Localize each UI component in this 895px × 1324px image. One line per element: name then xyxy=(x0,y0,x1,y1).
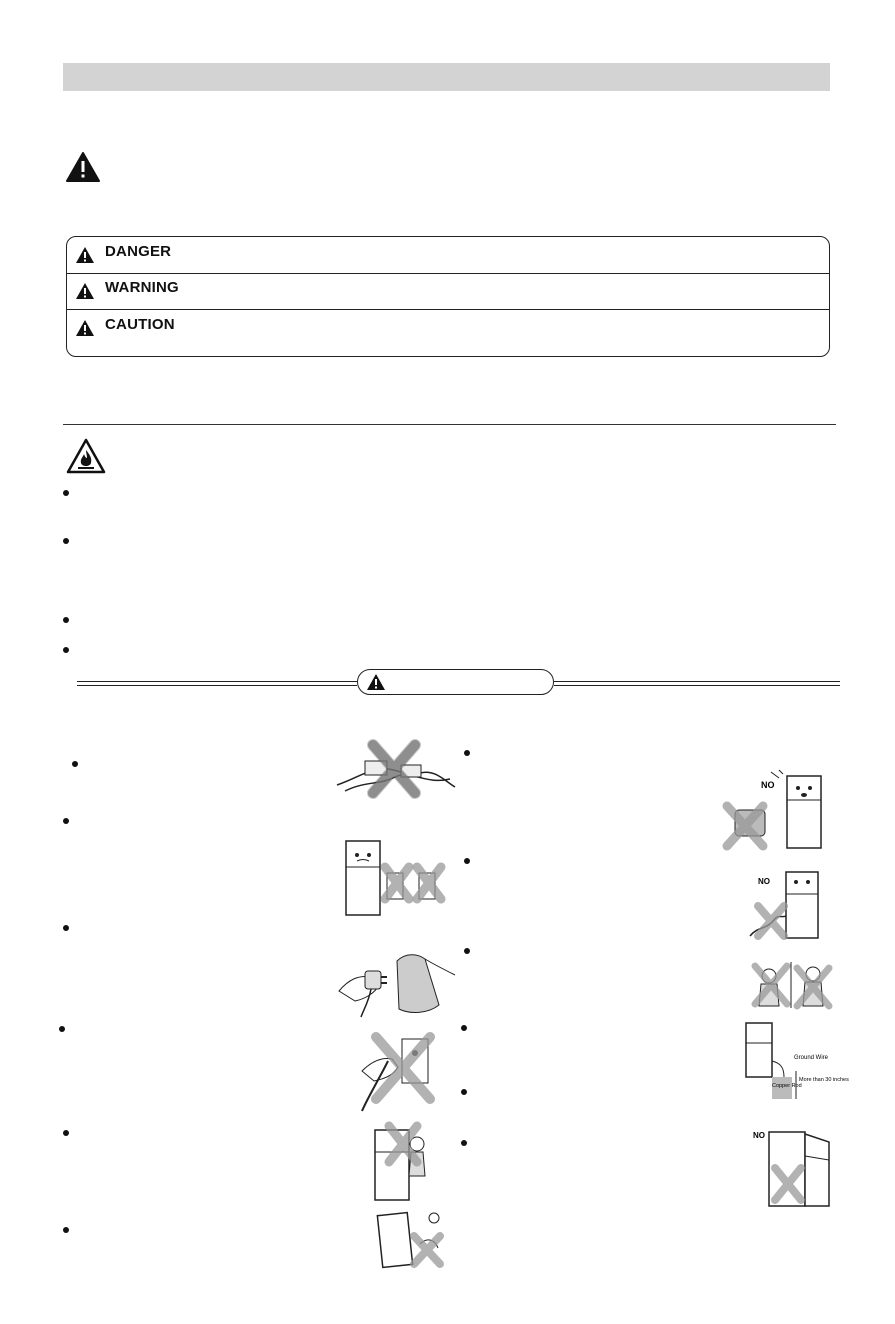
bullet xyxy=(63,1227,69,1233)
warning-triangle-icon xyxy=(75,319,95,337)
no-sign-text: NO xyxy=(753,1131,765,1140)
no-sign-text: NO xyxy=(761,780,775,790)
wiping-plug-with-cloth-illustration xyxy=(335,951,457,1019)
copper-rod-label: Copper Rod xyxy=(772,1083,802,1089)
warning-triangle-icon xyxy=(366,673,386,691)
bullet xyxy=(464,750,470,756)
bullet xyxy=(63,818,69,824)
section-title-bar xyxy=(63,63,830,91)
bullet xyxy=(63,925,69,931)
bullet xyxy=(63,617,69,623)
separator-line-left xyxy=(77,685,357,686)
separator-line-right xyxy=(554,681,840,682)
section-divider-rule xyxy=(63,424,836,425)
bullet xyxy=(464,858,470,864)
bullet xyxy=(72,761,78,767)
refrigerator-falling-on-child-crossed-out-illustration xyxy=(374,1208,446,1268)
ground-wire-label: Ground Wire xyxy=(794,1055,829,1061)
legend-row-caution xyxy=(67,310,829,356)
bullet xyxy=(63,647,69,653)
bullet xyxy=(59,1026,65,1032)
bullet xyxy=(63,1130,69,1136)
bullet xyxy=(63,538,69,544)
tangled-cords-crossed-out-illustration xyxy=(335,741,457,799)
bullet xyxy=(63,490,69,496)
ground-wire-to-copper-rod-illustration xyxy=(744,1021,849,1101)
pulling-plug-by-cord-crossed-out-illustration xyxy=(358,1031,438,1113)
no-sign-text: NO xyxy=(758,877,770,886)
bullet xyxy=(461,1025,467,1031)
bullet xyxy=(461,1140,467,1146)
separator-line-left xyxy=(77,681,357,682)
legend-label-warning: WARNING xyxy=(105,279,179,296)
bullet xyxy=(464,948,470,954)
bullet xyxy=(461,1089,467,1095)
child-hanging-on-door-crossed-out-illustration xyxy=(365,1124,433,1202)
flammable-hazard-icon xyxy=(66,438,106,474)
refrigerator-damaged-cord-crossed-out-illustration xyxy=(748,866,834,940)
warning-triangle-icon xyxy=(75,282,95,300)
legend-row-warning xyxy=(67,273,829,310)
legend-label-danger: DANGER xyxy=(105,243,172,260)
refrigerator-near-heater-crossed-out-illustration xyxy=(723,770,835,850)
distance-label: More than 30 inches xyxy=(799,1077,849,1083)
refrigerator-with-open-door-crossed-out-illustration xyxy=(751,1122,837,1208)
refrigerator-with-multi-plugs-crossed-out-illustration xyxy=(343,837,453,917)
legend-row-danger xyxy=(67,237,829,274)
warning-section-pill xyxy=(357,669,554,695)
warning-triangle-icon xyxy=(75,246,95,264)
legend-label-caution: CAUTION xyxy=(105,316,175,333)
children-with-refrigerator-crossed-out-illustration xyxy=(751,960,833,1010)
hazard-legend-box xyxy=(66,236,830,357)
warning-triangle-icon xyxy=(66,152,100,182)
separator-line-right xyxy=(554,685,840,686)
